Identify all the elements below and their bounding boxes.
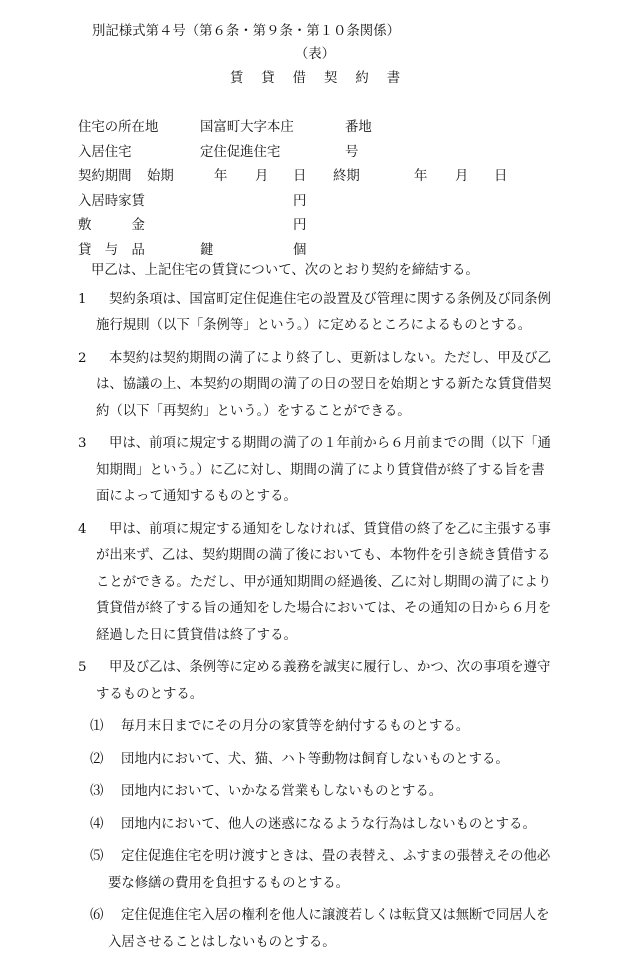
sub-item-1 xyxy=(78,714,558,741)
sub-item-line: 団地内において、他人の迷惑になるような行為はしないものとする。 xyxy=(121,816,536,832)
rent-label: 入居時家賃 xyxy=(78,193,145,209)
info-row-address xyxy=(78,116,618,141)
deposit-label: 敷 金 xyxy=(78,218,145,233)
sub-item-line: 定住促進住宅を明け渡すときは、畳の表替え、ふすまの張替えその他必 xyxy=(121,849,551,864)
clause-number: 2 xyxy=(78,350,87,366)
end-month: 月 xyxy=(455,169,469,184)
document-title xyxy=(0,67,630,86)
clause-line: 賃貸借が終了する旨の通知をした場合においては、その通知の日から６月を xyxy=(96,601,552,616)
title-char: 契 xyxy=(324,71,338,86)
sub-item-line: 入居させることはしないものとする。 xyxy=(108,934,336,950)
info-row-period xyxy=(78,165,618,190)
clause-2 xyxy=(78,346,558,426)
clause-number: 4 xyxy=(78,521,87,537)
sub-item-number: ⑴ xyxy=(90,719,104,734)
clause-line: 甲は、前項に規定する期間の満了の１年前から６月前までの間（以下「通 xyxy=(109,436,551,451)
side-indicator: （表） xyxy=(294,47,336,62)
sub-item-6 xyxy=(78,903,558,956)
period-label: 契約期間 xyxy=(78,169,132,184)
clause-line: 本契約は契約期間の満了により終了し、更新はしない。ただし、甲及び乙 xyxy=(109,350,551,366)
start-label: 始期 xyxy=(147,169,174,184)
info-row-rent xyxy=(78,190,618,215)
form-number: 別記様式第４号（第６条・第９条・第１０条関係） xyxy=(92,24,400,39)
clause-line: 約（以下「再契約」という。）をすることができる。 xyxy=(96,403,411,419)
sub-item-number: ⑶ xyxy=(90,784,104,799)
sub-item-4 xyxy=(78,812,558,839)
clause-3 xyxy=(78,431,558,511)
sub-item-2 xyxy=(78,747,558,774)
clause-number: 1 xyxy=(78,291,87,307)
end-day: 日 xyxy=(494,169,508,184)
deposit-unit: 円 xyxy=(293,218,307,233)
clause-line: 面によって通知するものとする。 xyxy=(96,489,297,504)
start-year: 年 xyxy=(214,169,228,184)
address-label: 住宅の所在地 xyxy=(78,120,159,135)
housing-unit: 号 xyxy=(345,144,359,160)
clause-line: 契約条項は、国富町定住促進住宅の設置及び管理に関する条例及び同条例 xyxy=(109,291,551,307)
clause-line: 施行規則（以下「条例等」という。）に定めるところによるものとする。 xyxy=(96,318,532,333)
sub-item-number: ⑵ xyxy=(90,751,104,767)
end-label: 終期 xyxy=(333,169,360,184)
sub-item-number: ⑸ xyxy=(90,849,104,864)
clause-line: ことができる。ただし、甲が通知期間の経過後、乙に対し期間の満了により xyxy=(96,574,552,590)
clause-line: 甲は、前項に規定する通知をしなければ、賃貸借の終了を乙に主張する事 xyxy=(109,521,551,537)
intro-paragraph: 甲乙は、上記住宅の賃貸について、次のとおり契約を締結する。 xyxy=(91,263,479,278)
clause-line: 経過した日に賃貸借は終了する。 xyxy=(96,627,297,643)
contract-info xyxy=(78,116,618,263)
clause-line: するものとする。 xyxy=(96,686,204,702)
housing-value: 定住促進住宅 xyxy=(200,144,281,160)
address-unit: 番地 xyxy=(345,120,372,135)
clause-line: が出来ず、乙は、契約期間の満了後においても、本物件を引き続き賃借する xyxy=(96,548,551,563)
info-row-housing xyxy=(78,141,618,166)
start-day: 日 xyxy=(293,169,307,184)
lend-unit: 個 xyxy=(293,242,307,258)
sub-item-line: 毎月末日までにその月分の家賃等を納付するものとする。 xyxy=(121,719,470,734)
sub-item-line: 団地内において、犬、猫、ハト等動物は飼育しないものとする。 xyxy=(121,751,509,767)
clause-number: 5 xyxy=(78,660,87,675)
start-month: 月 xyxy=(255,169,269,184)
sub-item-line: 定住促進住宅入居の権利を他人に譲渡若しくは転貸又は無断で同居人を xyxy=(121,908,550,923)
clause-5 xyxy=(78,655,558,708)
sub-item-5 xyxy=(78,844,558,897)
rent-unit: 円 xyxy=(293,193,307,209)
title-char: 賃 xyxy=(229,71,244,86)
address-value: 国富町大字本庄 xyxy=(200,120,294,135)
housing-label: 入居住宅 xyxy=(78,144,132,160)
sub-item-3 xyxy=(78,779,558,806)
lend-label: 貸 与 品 xyxy=(78,242,145,258)
end-year: 年 xyxy=(414,169,428,184)
clause-line: 甲及び乙は、条例等に定める義務を誠実に履行し、かつ、次の事項を遵守 xyxy=(109,660,551,675)
clause-line: 知期間」という。）に乙に対し、期間の満了により賃貸借が終了する旨を書 xyxy=(96,462,545,478)
sub-item-number: ⑹ xyxy=(90,908,104,923)
contract-body xyxy=(78,258,558,962)
title-char: 書 xyxy=(386,71,401,86)
sub-item-line: 要な修繕の費用を負担するものとする。 xyxy=(108,875,350,891)
info-row-deposit xyxy=(78,214,618,239)
sub-item-number: ⑷ xyxy=(90,816,104,832)
clause-number: 3 xyxy=(78,436,87,451)
title-char: 貸 xyxy=(261,71,275,86)
clause-4 xyxy=(78,517,558,650)
title-char: 約 xyxy=(355,71,369,86)
clause-line: は、協議の上、本契約の期間の満了の日の翌日を始期とする新たな賃貸借契 xyxy=(96,377,552,392)
sub-item-line: 団地内において、いかなる営業もしないものとする。 xyxy=(121,784,443,799)
clause-1 xyxy=(78,287,558,340)
title-char: 借 xyxy=(292,71,306,86)
lend-value: 鍵 xyxy=(200,242,214,258)
